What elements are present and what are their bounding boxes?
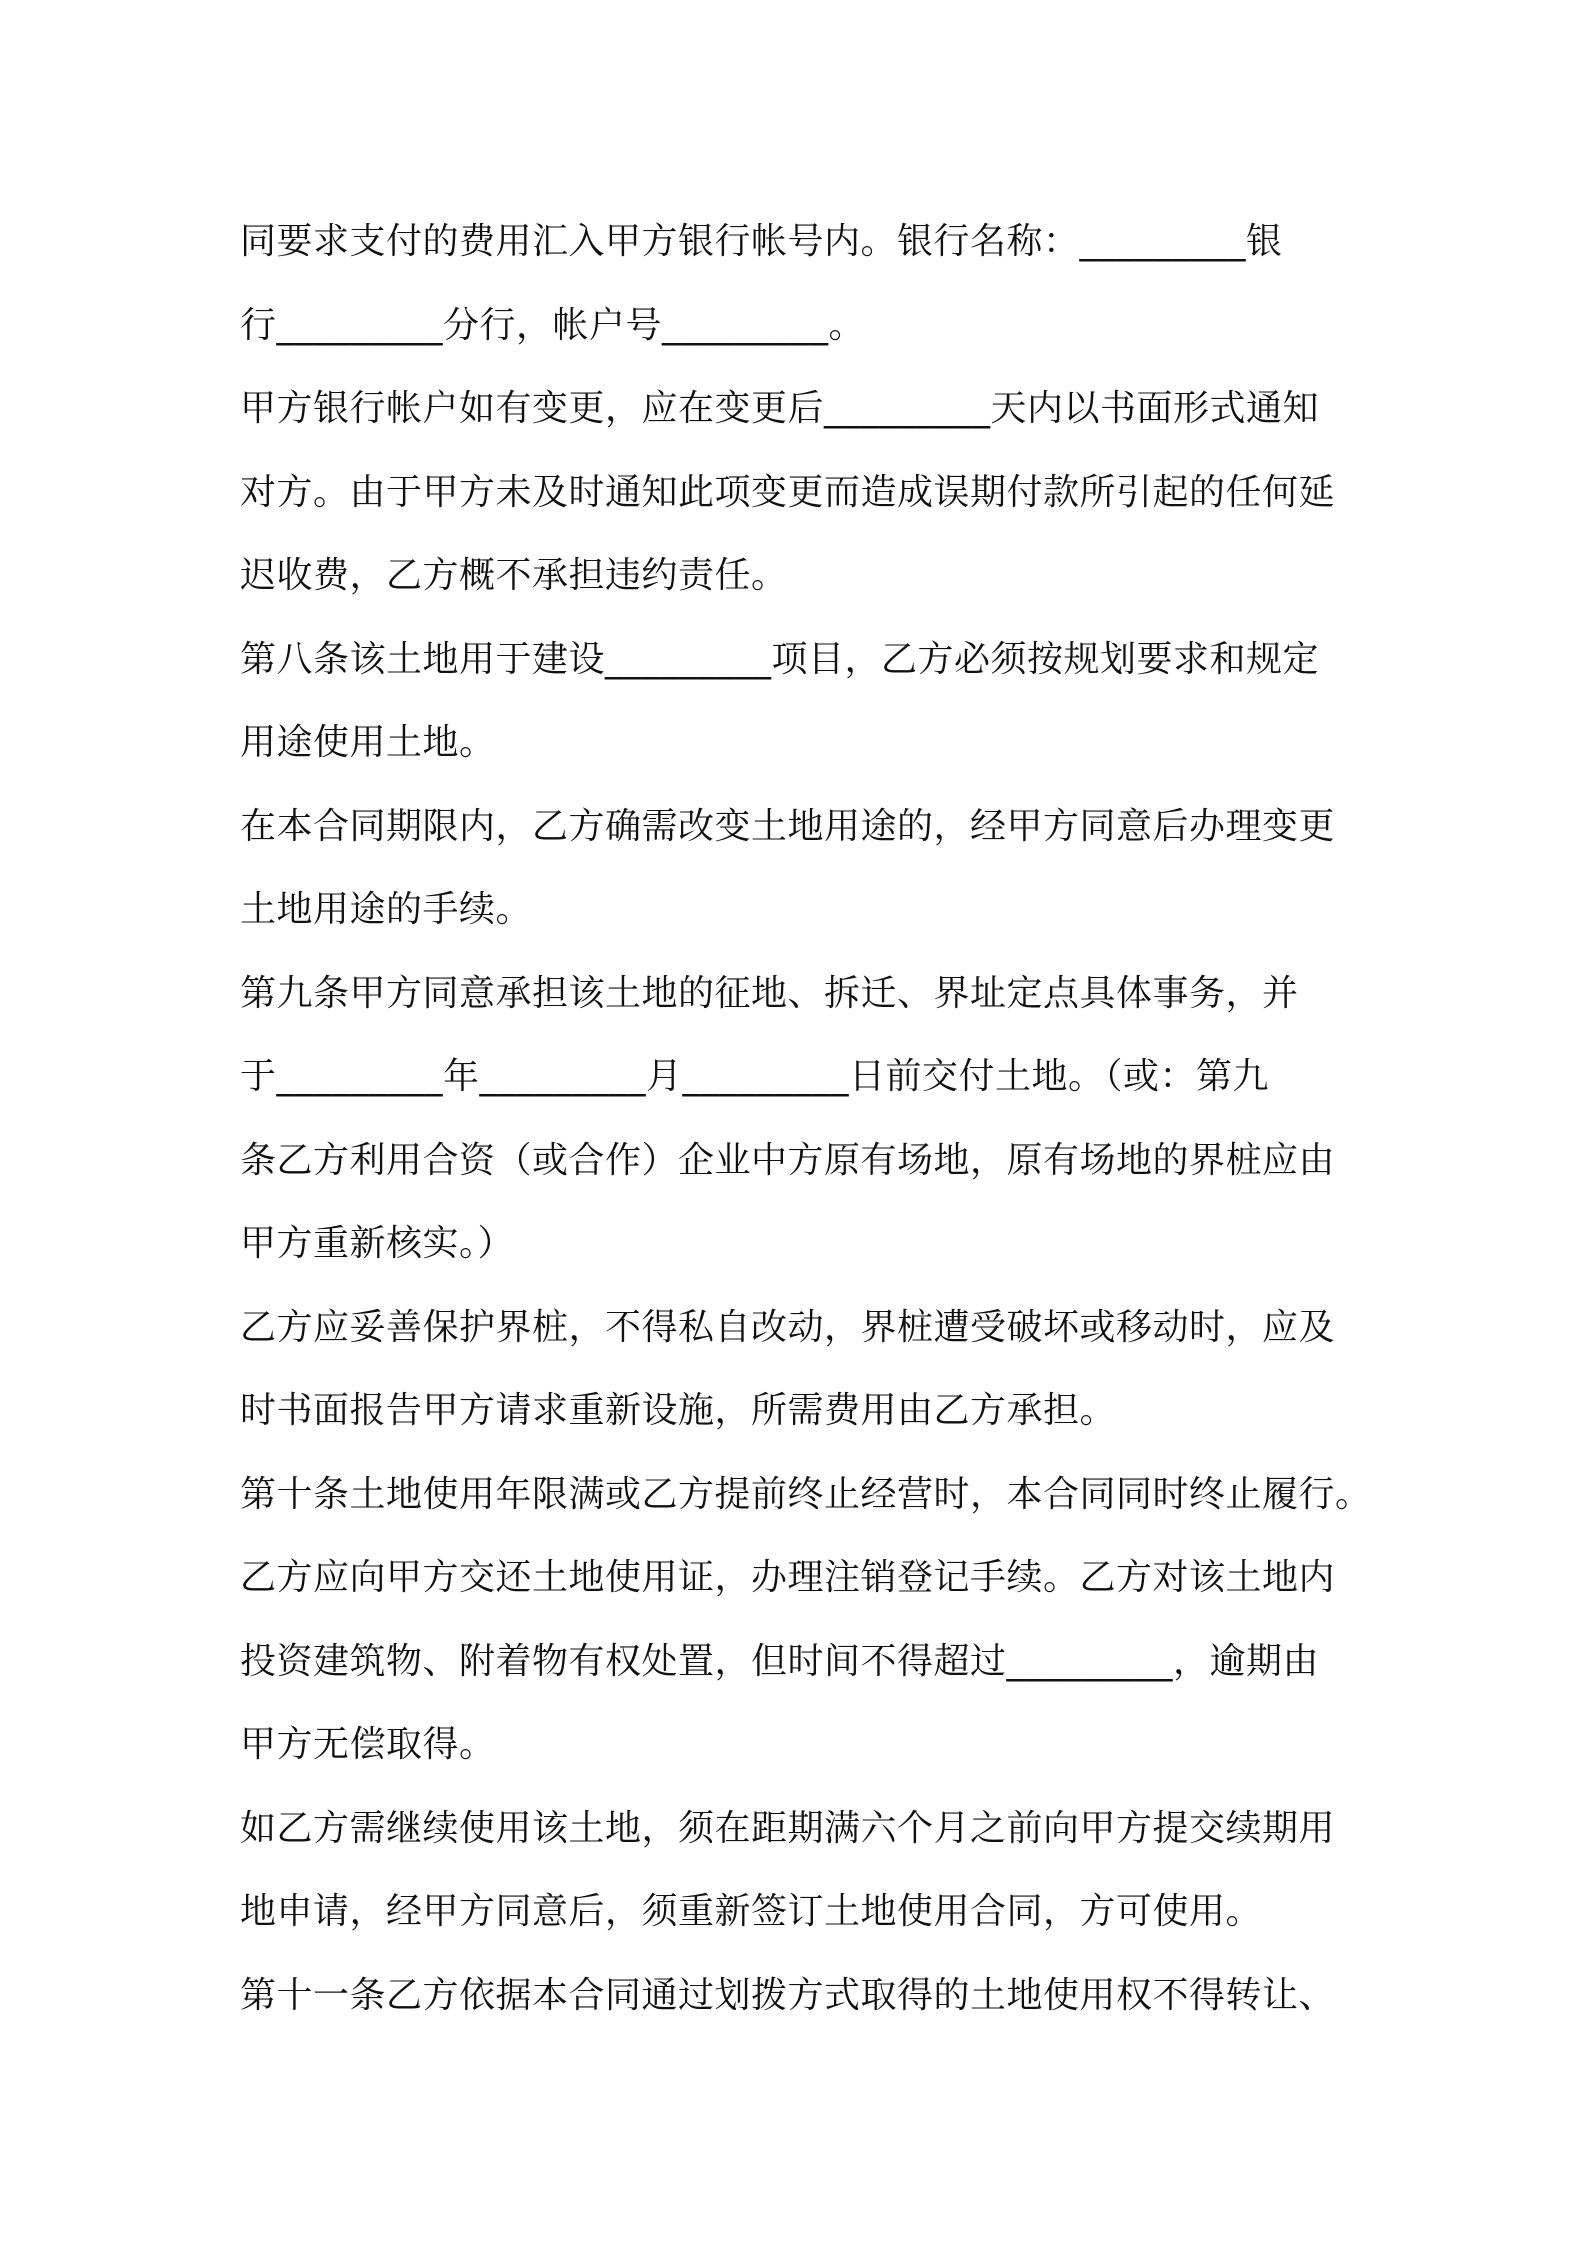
text-line: 迟收费，乙方概不承担违约责任。 [240, 555, 788, 596]
text-line: 甲方重新核实。） [240, 1223, 515, 1264]
text-line: 如乙方需继续使用该土地，须在距期满六个月之前向甲方提交续期用 [240, 1807, 1336, 1849]
text-line: 条乙方利用合资（或合作）企业中方原有场地，原有场地的界桩应由 [240, 1139, 1336, 1181]
text-line: 乙方应妥善保护界桩，不得私自改动，界桩遭受破坏或移动时，应及 [240, 1306, 1336, 1348]
text-line: 投资建筑物、附着物有权处置，但时间不得超过_________，逾期由 [240, 1640, 1320, 1682]
text-line: 在本合同期限内，乙方确需改变土地用途的，经甲方同意后办理变更 [240, 805, 1336, 847]
text-line: 行_________分行，帐户号_________。 [240, 304, 866, 346]
text-line: 第十条土地使用年限满或乙方提前终止经营时，本合同同时终止履行。 [240, 1473, 1372, 1515]
text-line: 于_________年_________月_________日前交付土地。（或：第九 [240, 1056, 1270, 1097]
text-line: 第八条该土地用于建设_________项目，乙方必须按规划要求和规定 [240, 638, 1320, 680]
text-line: 同要求支付的费用汇入甲方银行帐号内。银行名称：_________银 [240, 221, 1283, 262]
text-line: 第九条甲方同意承担该土地的征地、拆迁、界址定点具体事务，并 [240, 972, 1299, 1014]
text-line: 对方。由于甲方未及时通知此项变更而造成误期付款所引起的任何延 [240, 471, 1336, 513]
text-line: 乙方应向甲方交还土地使用证，办理注销登记手续。乙方对该土地内 [240, 1557, 1336, 1598]
text-line: 甲方无偿取得。 [240, 1724, 496, 1765]
text-line: 用途使用土地。 [240, 722, 496, 763]
contract-body-text [240, 200, 1372, 2037]
text-line: 甲方银行帐户如有变更，应在变更后_________天内以书面形式通知 [240, 388, 1320, 429]
text-line: 第十一条乙方依据本合同通过划拨方式取得的土地使用权不得转让、 [240, 1974, 1336, 2016]
text-line: 地申请，经甲方同意后，须重新签订土地使用合同，方可使用。 [240, 1891, 1263, 1932]
text-line: 土地用途的手续。 [240, 889, 533, 930]
text-line: 时书面报告甲方请求重新设施，所需费用由乙方承担。 [240, 1390, 1117, 1431]
